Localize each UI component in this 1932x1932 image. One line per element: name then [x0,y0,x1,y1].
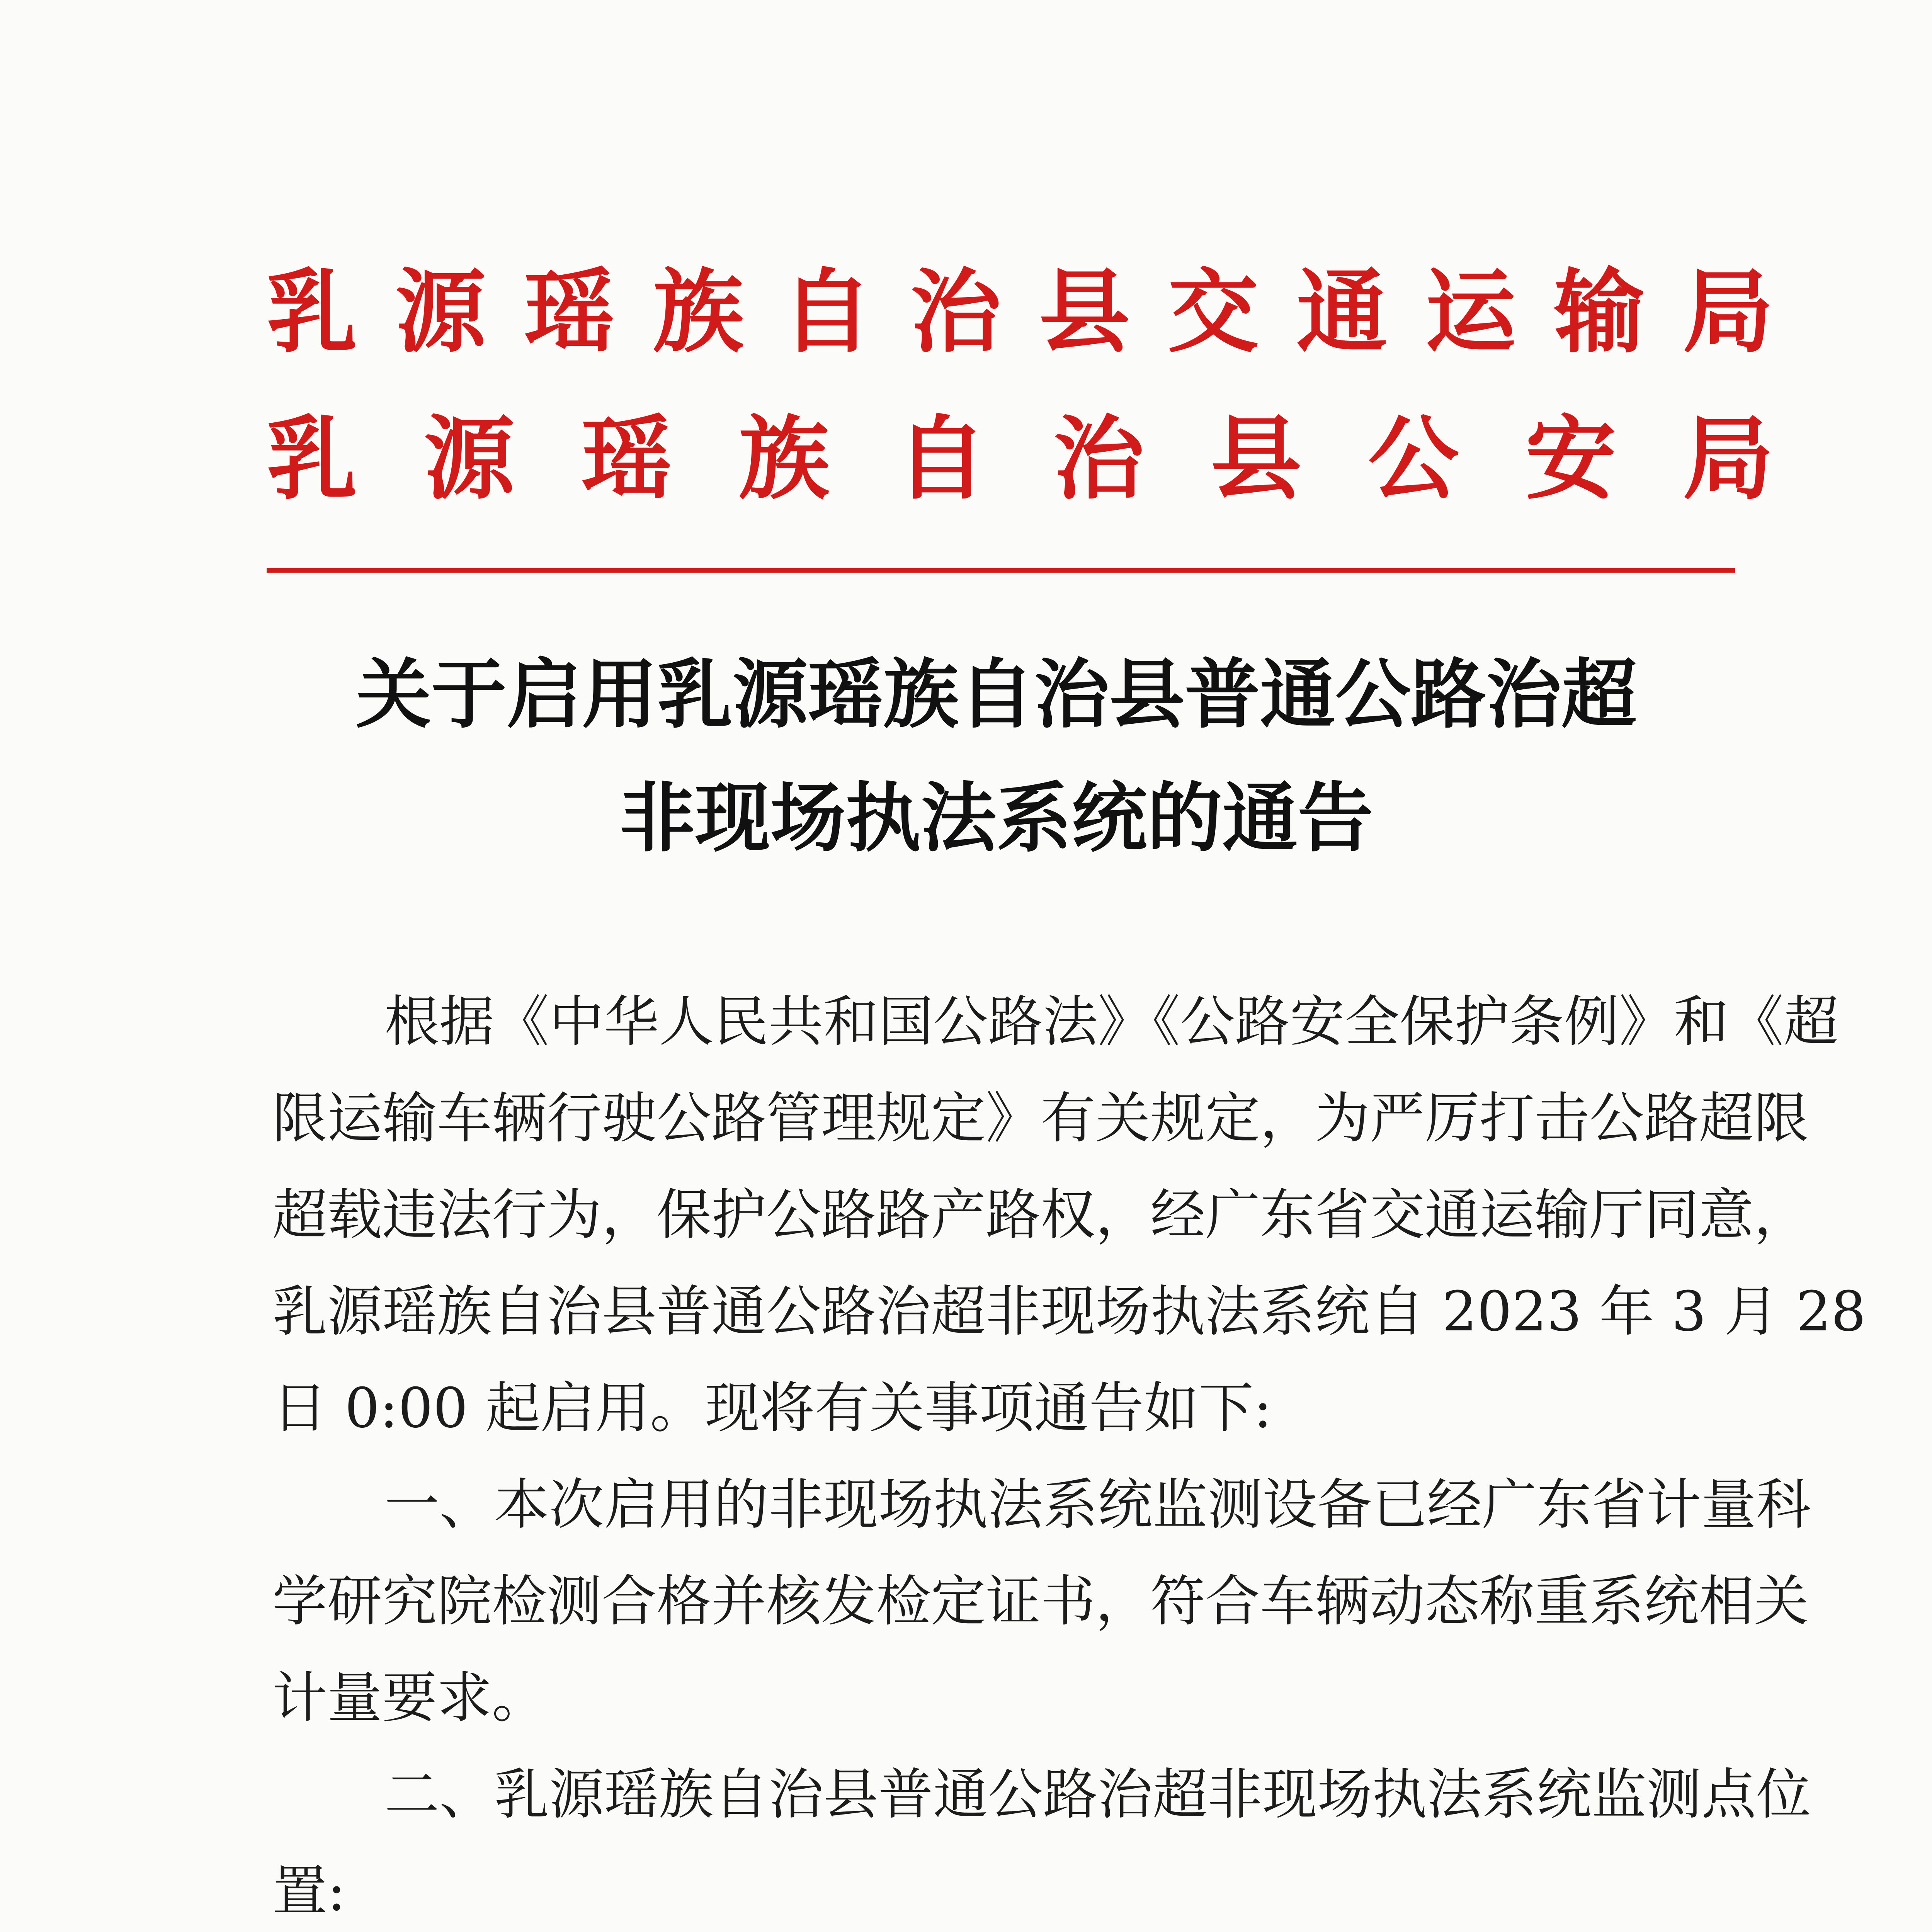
issuer-char: 运 [1425,259,1516,365]
issuer-char: 源 [424,405,515,512]
paragraph-item-two [272,1747,1811,1932]
red-header-divider [267,568,1735,573]
body-line: 二、乳源瑶族自治县普通公路治超非现场执法系统监测点位 [384,1763,1811,1827]
body-line: 根据《中华人民共和国公路法》《公路安全保护条例》和《超 [384,990,1838,1054]
body-line: 超载违法行为，保护公路路产路权，经广东省交通运输厅同意， [272,1183,1809,1247]
issuer-char: 瑶 [581,405,672,512]
body-line: 限运输车辆行驶公路管理规定》有关规定，为严厉打击公路超限 [272,1087,1809,1150]
issuer-char: 通 [1296,259,1388,365]
paragraph-item-one [272,1457,1811,1747]
body-line: 计量要求。 [272,1666,547,1730]
issuer-char: 交 [1168,259,1259,365]
issuer-char: 族 [653,259,744,365]
issuer-char: 输 [1554,259,1645,365]
body-line: 学研究院检测合格并核发检定证书，符合车辆动态称重系统相关 [272,1570,1809,1633]
notice-title-line-2: 非现场执法系统的通告 [619,774,1373,862]
issuer-char: 源 [395,259,486,365]
issuer-char: 治 [1053,405,1145,512]
issuer-char: 自 [896,405,987,512]
paragraph-legal-basis [272,974,1866,1457]
issuer-public-security-bureau [267,405,1774,512]
issuer-char: 安 [1525,405,1616,512]
issuer-transport-bureau [267,259,1774,365]
body-line: 乳源瑶族自治县普通公路治超非现场执法系统自 2023 年 3 月 28 [272,1280,1866,1344]
body-line: 一、本次启用的非现场执法系统监测设备已经广东省计量科 [384,1473,1811,1537]
issuer-char: 乳 [267,405,357,512]
issuer-char: 族 [738,405,830,512]
issuer-char: 县 [1039,259,1130,365]
issuer-char: 公 [1368,405,1459,512]
issuer-char: 局 [1682,405,1774,512]
issuer-char: 局 [1682,259,1774,365]
issuer-char: 治 [910,259,1001,365]
notice-title-line-1: 关于启用乳源瑶族自治县普通公路治超 [356,651,1637,738]
issuer-char: 瑶 [524,259,615,365]
issuer-char: 自 [781,259,872,365]
body-line: 置: [272,1859,346,1923]
issuer-char: 县 [1211,405,1302,512]
body-line: 日 0:00 起启用。现将有关事项通告如下: [272,1376,1272,1440]
issuer-char: 乳 [267,259,357,365]
